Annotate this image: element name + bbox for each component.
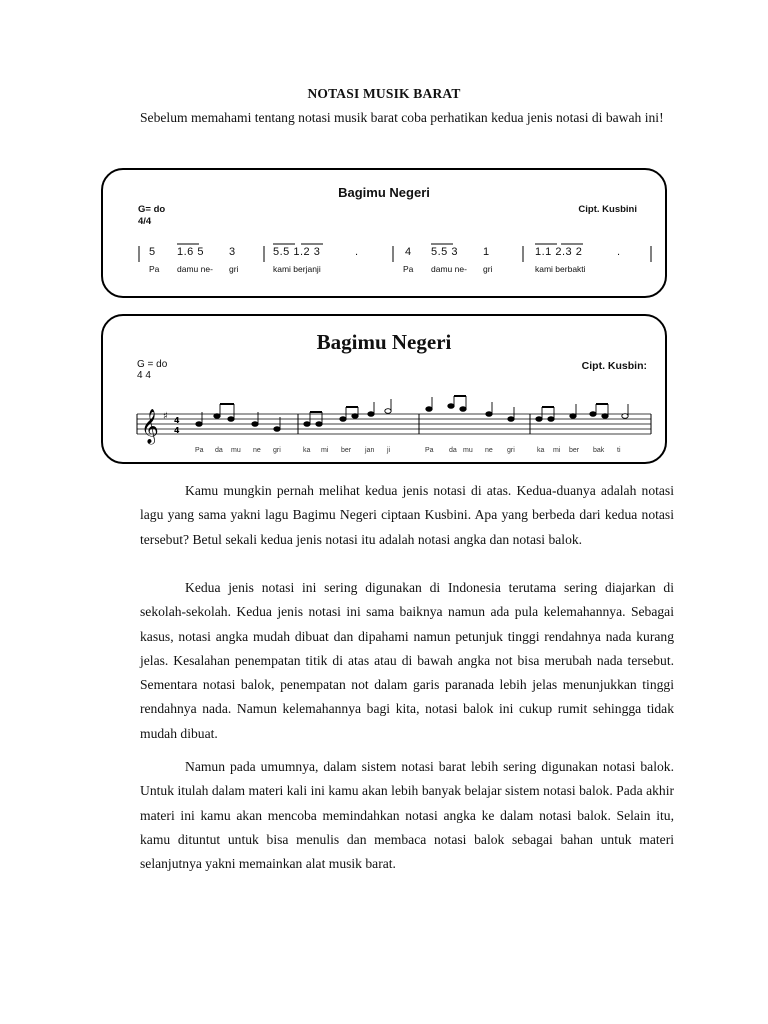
note-group: . bbox=[355, 246, 359, 258]
number-notation-lyrics bbox=[103, 264, 665, 276]
lyric: Pa bbox=[403, 264, 414, 274]
lyric: ber bbox=[569, 447, 580, 454]
lyric: mi bbox=[553, 447, 561, 454]
lyric: gri bbox=[483, 264, 493, 274]
lyric: mu bbox=[231, 447, 241, 454]
note-group: 1.6 5 bbox=[177, 246, 204, 258]
note-group: 1.1 2.3 2 bbox=[535, 246, 583, 258]
time-signature: 4/4 bbox=[138, 216, 152, 227]
sharp-icon: ♯ bbox=[163, 411, 168, 422]
note-group: 5 bbox=[149, 246, 156, 258]
lyric: jan bbox=[365, 447, 375, 454]
time-sig-top: 4 bbox=[174, 416, 180, 425]
lyric: ne bbox=[253, 447, 261, 454]
note-group: 1 bbox=[483, 246, 490, 258]
number-notation-box bbox=[101, 168, 667, 298]
time-signature: 4 4 bbox=[137, 370, 151, 381]
lyric: damu ne- bbox=[177, 264, 213, 274]
lyric: ka bbox=[537, 447, 545, 454]
staff-notation-title: Bagimu Negeri bbox=[316, 330, 452, 354]
lyric: mu bbox=[463, 447, 473, 454]
number-notation-measures bbox=[103, 246, 665, 262]
note-group: 3 bbox=[229, 246, 236, 258]
music-staff bbox=[103, 316, 669, 466]
number-notation-title: Bagimu Negeri bbox=[338, 185, 430, 200]
lyric: gri bbox=[273, 447, 281, 454]
lyric: ka bbox=[303, 447, 311, 454]
lyric: mi bbox=[321, 447, 329, 454]
body-paragraph-1: Kamu mungkin pernah melihat kedua jenis notasi di atas. Kedua-duanya adalah notasi lagu yang sama yakni lagu Bagimu Negeri ciptaan Kusbini. Apa yang berbeda dari kedua notasi tersebut? Betul sekali kedua jenis notasi itu adalah notasi angka dan notasi balok. bbox=[140, 483, 674, 547]
intro-paragraph: Sebelum memahami tentang notasi musik barat coba perhatikan kedua jenis notasi di bawah ini! bbox=[140, 110, 664, 125]
lyric: Pa bbox=[425, 447, 434, 454]
staff-notation-composer: Cipt. Kusbin: bbox=[581, 360, 647, 372]
lyric: Pa bbox=[195, 447, 204, 454]
lyric: gri bbox=[229, 264, 239, 274]
lyric: da bbox=[449, 447, 457, 454]
key-label: G = do bbox=[137, 359, 168, 370]
staff-notation-lyrics bbox=[103, 447, 665, 457]
note-group: . bbox=[617, 246, 621, 258]
lyric: kami berjanji bbox=[273, 264, 321, 274]
lyric: bak bbox=[593, 447, 605, 454]
time-sig-bottom: 4 bbox=[174, 426, 180, 435]
lyric: damu ne- bbox=[431, 264, 467, 274]
lyric: ji bbox=[387, 447, 391, 454]
number-notation-composer: Cipt. Kusbini bbox=[578, 204, 637, 215]
note-group: 5.5 3 bbox=[431, 246, 458, 258]
lyric: ne bbox=[485, 447, 493, 454]
body-paragraph-2: Kedua jenis notasi ini sering digunakan di Indonesia terutama sering diajarkan di sekolah-sekolah. Kedua jenis notasi ini sama baiknya namun ada pula kelemahannya. Sebagai kasus, notasi angka mudah dibuat dan dipahami namun petunjuk tinggi rendahnya nada kurang jelas. Kesalahan penempatan titik di atas atau di bawah angka not bisa merubah nada tersebut. Sementara notasi balok, penempatan not dalam garis paranada lebih jelas menunjukkan tinggi rendahnya nada. Namun kelemahannya bagi kita, notasi balok ini cukup rumit sehingga tidak mudah dibuat. bbox=[140, 580, 674, 741]
staff-notation-box bbox=[101, 314, 667, 464]
lyric: kami berbakti bbox=[535, 264, 586, 274]
treble-clef-icon: 𝄞 bbox=[141, 409, 159, 444]
note-group: 5.5 1.2 3 bbox=[273, 246, 321, 258]
lyric: gri bbox=[507, 447, 515, 454]
document-title: NOTASI MUSIK BARAT bbox=[307, 86, 461, 101]
note-group: 4 bbox=[405, 246, 412, 258]
lyric: ti bbox=[617, 447, 621, 454]
key-label: G= do bbox=[138, 204, 166, 215]
body-paragraph-3: Namun pada umumnya, dalam sistem notasi barat lebih sering digunakan notasi balok. Untuk itulah dalam materi kali ini kamu akan lebih banyak belajar sistem notasi balok. Pada akhir materi ini kamu akan mencoba memindahkan notasi angka ke dalam notasi balok. Selain itu, kamu dituntut untuk bisa menulis dan membaca notasi balok sebagai bahan untuk materi selanjutnya yakni memainkan alat musik barat. bbox=[140, 759, 674, 872]
lyric: da bbox=[215, 447, 223, 454]
number-notation-lines bbox=[103, 170, 669, 300]
lyric: Pa bbox=[149, 264, 160, 274]
lyric: ber bbox=[341, 447, 352, 454]
